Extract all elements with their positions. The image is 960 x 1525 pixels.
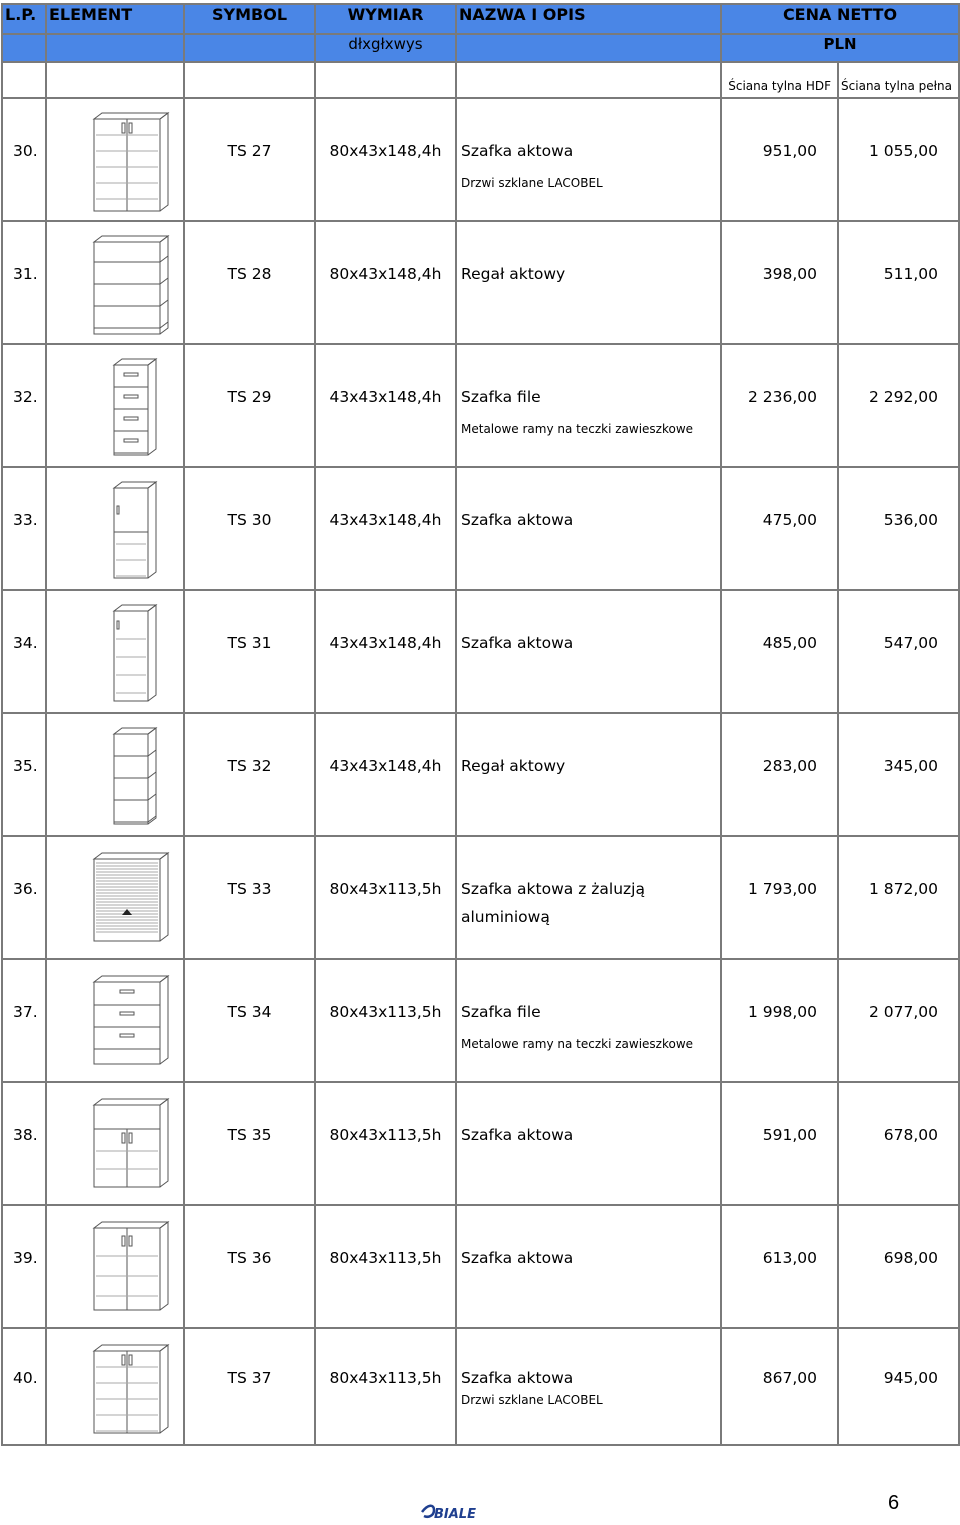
header-col-pelna: Ściana tylna pełna — [838, 62, 959, 98]
row-number: 37. — [13, 1003, 38, 1021]
file-drawers-wide-icon — [84, 968, 172, 1076]
two-door-cabinet-icon — [84, 1214, 172, 1322]
header-element: ELEMENT — [46, 4, 184, 34]
header-cena: CENA NETTO — [721, 4, 959, 34]
header-row-2 — [2, 34, 959, 62]
element-illustration-cell — [46, 221, 184, 344]
element-illustration-cell — [46, 467, 184, 590]
header-wymiar-sub: dłxgłxwys — [315, 34, 456, 62]
row-dimensions: 43x43x148,4h — [329, 634, 442, 652]
header-row — [2, 4, 959, 34]
row-price-hdf: 485,00 — [762, 634, 817, 652]
table-row — [2, 467, 959, 590]
row-price-full: 511,00 — [883, 265, 939, 283]
open-shelf-narrow-icon — [84, 722, 172, 830]
row-price-hdf: 475,00 — [762, 511, 817, 529]
row-name: Szafka aktowa — [461, 1126, 574, 1144]
row-symbol: TS 31 — [227, 634, 272, 652]
table-row — [2, 590, 959, 713]
element-illustration-cell — [46, 1328, 184, 1445]
row-number: 32. — [13, 388, 38, 406]
table-row — [2, 344, 959, 467]
row-symbol: TS 33 — [227, 880, 272, 898]
price-list-table — [1, 3, 960, 1446]
row-name: Szafka aktowa — [461, 1249, 574, 1267]
row-price-full: 1 872,00 — [868, 880, 939, 898]
row-number: 30. — [13, 142, 38, 160]
narrow-cabinet-half-door-icon — [84, 476, 172, 584]
row-price-hdf: 2 236,00 — [747, 388, 817, 406]
biale-logo — [420, 1500, 492, 1524]
row-number: 34. — [13, 634, 38, 652]
row-dimensions: 80x43x148,4h — [329, 265, 442, 283]
element-illustration-cell — [46, 344, 184, 467]
element-illustration-cell — [46, 959, 184, 1082]
row-number: 39. — [13, 1249, 38, 1267]
row-note: Metalowe ramy na teczki zawieszkowe — [461, 1037, 694, 1051]
row-price-full: 1 055,00 — [868, 142, 939, 160]
row-dimensions: 43x43x148,4h — [329, 511, 442, 529]
header-col-hdf: Ściana tylna HDF — [721, 62, 838, 98]
row-price-hdf: 867,00 — [762, 1369, 817, 1387]
row-symbol: TS 34 — [227, 1003, 272, 1021]
row-price-hdf: 951,00 — [762, 142, 817, 160]
row-symbol: TS 35 — [227, 1126, 272, 1144]
row-symbol: TS 29 — [227, 388, 272, 406]
row-dimensions: 80x43x113,5h — [329, 1003, 442, 1021]
row-number: 36. — [13, 880, 38, 898]
table-row — [2, 836, 959, 959]
header-symbol: SYMBOL — [184, 4, 315, 34]
row-number: 38. — [13, 1126, 38, 1144]
row-dimensions: 80x43x148,4h — [329, 142, 442, 160]
row-dimensions: 43x43x148,4h — [329, 757, 442, 775]
row-price-hdf: 398,00 — [762, 265, 817, 283]
row-price-hdf: 1 998,00 — [747, 1003, 817, 1021]
table-row — [2, 1205, 959, 1328]
row-price-hdf: 591,00 — [762, 1126, 817, 1144]
row-name: Szafka aktowa — [461, 634, 574, 652]
header-row-3 — [2, 62, 959, 98]
row-dimensions: 80x43x113,5h — [329, 880, 442, 898]
header-nazwa: NAZWA I OPIS — [456, 4, 721, 34]
element-illustration-cell — [46, 590, 184, 713]
table-row — [2, 959, 959, 1082]
table-row — [2, 98, 959, 221]
row-symbol: TS 27 — [227, 142, 272, 160]
row-number: 35. — [13, 757, 38, 775]
element-illustration-cell — [46, 713, 184, 836]
row-number: 31. — [13, 265, 38, 283]
row-price-full: 2 077,00 — [868, 1003, 939, 1021]
row-number: 40. — [13, 1369, 38, 1387]
table-row — [2, 1328, 959, 1445]
table-row — [2, 713, 959, 836]
row-price-hdf: 613,00 — [762, 1249, 817, 1267]
row-name: Szafka file — [461, 388, 541, 406]
header-cena-sub: PLN — [721, 34, 959, 62]
row-symbol: TS 32 — [227, 757, 272, 775]
row-price-full: 2 292,00 — [868, 388, 939, 406]
row-name: Szafka file — [461, 1003, 541, 1021]
svg-text:BIALE: BIALE — [434, 1507, 476, 1522]
file-drawers-tall-icon — [84, 353, 172, 461]
row-symbol: TS 36 — [227, 1249, 272, 1267]
open-shelf-wide-icon — [84, 230, 172, 338]
tambour-cabinet-icon — [84, 845, 172, 953]
row-dimensions: 43x43x148,4h — [329, 388, 442, 406]
row-symbol: TS 37 — [227, 1369, 272, 1387]
row-name: Szafka aktowa — [461, 511, 574, 529]
row-note: Drzwi szklane LACOBEL — [461, 1393, 603, 1407]
row-price-full: 536,00 — [883, 511, 939, 529]
row-price-full: 698,00 — [883, 1249, 939, 1267]
table-row — [2, 221, 959, 344]
element-illustration-cell — [46, 836, 184, 959]
row-dimensions: 80x43x113,5h — [329, 1126, 442, 1144]
glass-door-cabinet-icon — [84, 107, 172, 215]
cabinet-open-top-icon — [84, 1091, 172, 1199]
row-note: aluminiową — [461, 908, 550, 926]
row-price-full: 678,00 — [883, 1126, 939, 1144]
row-name: Regał aktowy — [461, 265, 566, 283]
element-illustration-cell — [46, 98, 184, 221]
row-symbol: TS 28 — [227, 265, 272, 283]
row-name: Szafka aktowa — [461, 1369, 574, 1387]
row-price-hdf: 283,00 — [762, 757, 817, 775]
row-price-full: 945,00 — [883, 1369, 939, 1387]
row-name: Szafka aktowa z żaluzją — [461, 880, 645, 898]
page-number: 6 — [888, 1492, 900, 1514]
row-dimensions: 80x43x113,5h — [329, 1369, 442, 1387]
element-illustration-cell — [46, 1082, 184, 1205]
row-dimensions: 80x43x113,5h — [329, 1249, 442, 1267]
row-symbol: TS 30 — [227, 511, 272, 529]
row-number: 33. — [13, 511, 38, 529]
element-illustration-cell — [46, 1205, 184, 1328]
row-name: Szafka aktowa — [461, 142, 574, 160]
row-price-hdf: 1 793,00 — [747, 880, 817, 898]
header-lp: L.P. — [2, 4, 46, 34]
row-note: Metalowe ramy na teczki zawieszkowe — [461, 422, 694, 436]
row-note: Drzwi szklane LACOBEL — [461, 176, 603, 190]
table-row — [2, 1082, 959, 1205]
glass-door-cabinet-low-icon — [84, 1337, 172, 1445]
header-wymiar: WYMIAR — [315, 4, 456, 34]
narrow-cabinet-full-door-icon — [84, 599, 172, 707]
row-price-full: 547,00 — [883, 634, 939, 652]
row-price-full: 345,00 — [883, 757, 939, 775]
row-name: Regał aktowy — [461, 757, 566, 775]
